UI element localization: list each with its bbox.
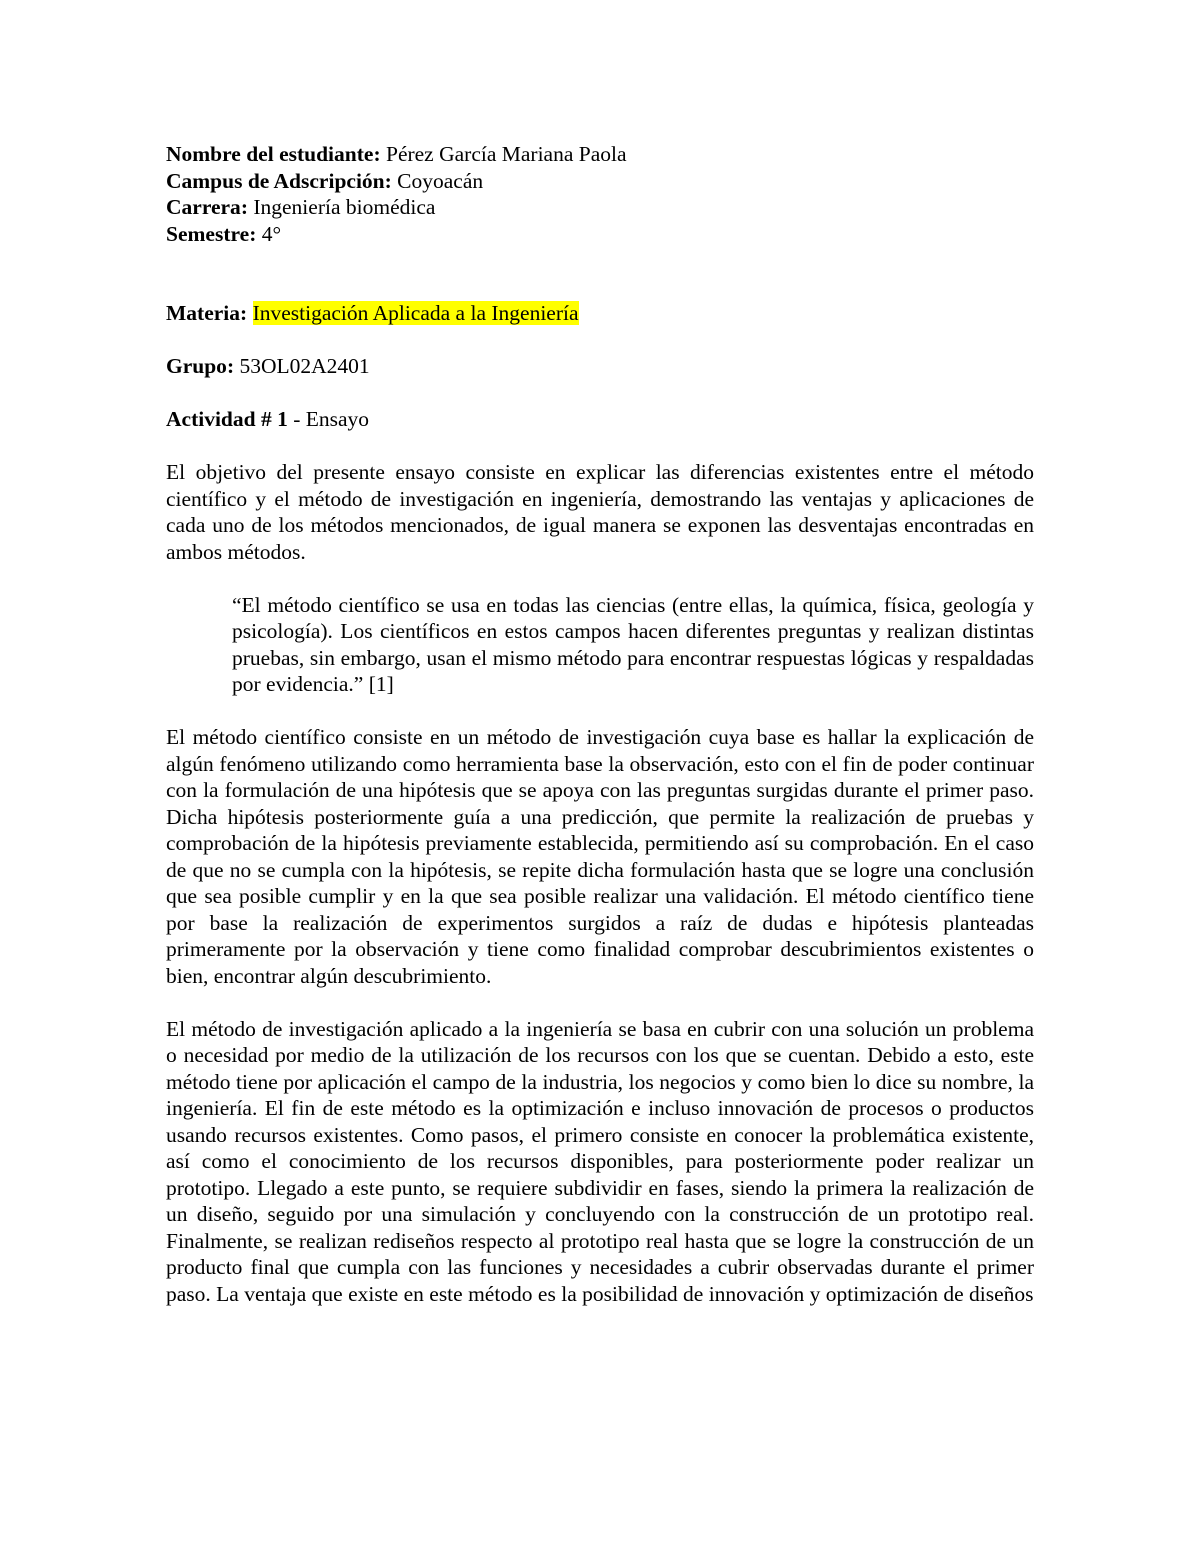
student-name-label: Nombre del estudiante	[166, 142, 374, 166]
career-value: Ingeniería biomédica	[253, 195, 436, 219]
group-value: 53OL02A2401	[239, 354, 370, 378]
subject-value-highlighted: Investigación Aplicada a la Ingeniería	[252, 301, 579, 325]
activity-label: Actividad # 1	[166, 407, 288, 431]
group-label: Grupo	[166, 354, 227, 378]
career-label: Carrera	[166, 195, 241, 219]
group-line: Grupo: 53OL02A2401	[166, 354, 370, 378]
career-line: Carrera: Ingeniería biomédica	[166, 195, 436, 219]
campus-value: Coyoacán	[397, 168, 484, 193]
subject-line: Materia: Investigación Aplicada a la Ingeniería	[166, 301, 579, 325]
semester-value: 4°	[261, 221, 282, 246]
activity-line: Actividad # 1 - Ensayo	[166, 407, 370, 431]
scientific-method-paragraph: El método científico consiste en un método de investigación cuya base es hallar la explicación de algún fenómeno utilizando como herramienta base la observación, esto con el fin de poder continuar con la formulación de una hipótesis que se apoya con las preguntas surgidas durante el primer paso. Dicha hipótesis posteriormente guía a una predicción, que permite la realización de pruebas y comprobación de la hipótesis previamente establecida, permitiendo así su comprobación. En el caso de que no se cumpla con la hipótesis, se repite dicha formulación hasta que se logre una conclusión que sea posible cumplir y en la que sea posible realizar una validación. El método científico tiene por base la realización de experimentos surgidos a raíz de dudas e hipótesis planteadas primeramente por la observación y tiene como finalidad comprobar descubrimientos existentes o bien, encontrar algún descubrimiento.	[166, 725, 1034, 988]
campus-line: Campus de Adscripción: Coyoacán	[166, 168, 484, 193]
activity-value: Ensayo	[305, 407, 370, 431]
document-content	[166, 141, 1034, 1307]
engineering-method-paragraph: El método de investigación aplicado a la ingeniería se basa en cubrir con una solución un problema o necesidad por medio de la utilización de los recursos con los que se cuentan. Debido a esto, este método tiene por aplicación el campo de la industria, los negocios y como bien lo dice su nombre, la ingeniería. El fin de este método es la optimización e incluso innovación de procesos o productos usando recursos existentes. Como pasos, el primero consiste en conocer la problemática existente, así como el conocimiento de los recursos disponibles, para posteriormente poder realizar un prototipo. Llegado a este punto, se requiere subdividir en fases, siendo la primera la realización de un diseño, seguido por una simulación y concluyendo con la construcción de un prototipo real. Finalmente, se realizan rediseños respecto al prototipo real hasta que se logre la construcción de un producto final que cumpla con las funciones y necesidades a cubrir observadas durante el primer paso. La ventaja que existe en este método es la posibilidad de innovación y optimización de diseños	[166, 1016, 1034, 1306]
campus-label: Campus de Adscripción	[166, 168, 385, 193]
subject-label: Materia	[166, 301, 241, 325]
student-name-value: Pérez García Mariana Paola	[385, 142, 627, 166]
semester-line: Semestre: 4°	[166, 221, 282, 246]
intro-paragraph: El objetivo del presente ensayo consiste en explicar las diferencias existentes entre el método científico y el método de investigación en ingeniería, demostrando las ventajas y aplicaciones de cada uno de los métodos mencionados, de igual manera se exponen las desventajas encontradas en ambos métodos.	[166, 460, 1034, 564]
semester-label: Semestre	[166, 221, 250, 246]
student-name-line: Nombre del estudiante: Pérez García Mariana Paola	[166, 142, 627, 166]
block-quote: “El método científico se usa en todas las ciencias (entre ellas, la química, física, geología y psicología). Los científicos en estos campos hacen diferentes preguntas y realizan distintas pruebas, sin embargo, usan el mismo método para encontrar respuestas lógicas y respaldadas por evidencia.” [1]	[232, 592, 1034, 696]
